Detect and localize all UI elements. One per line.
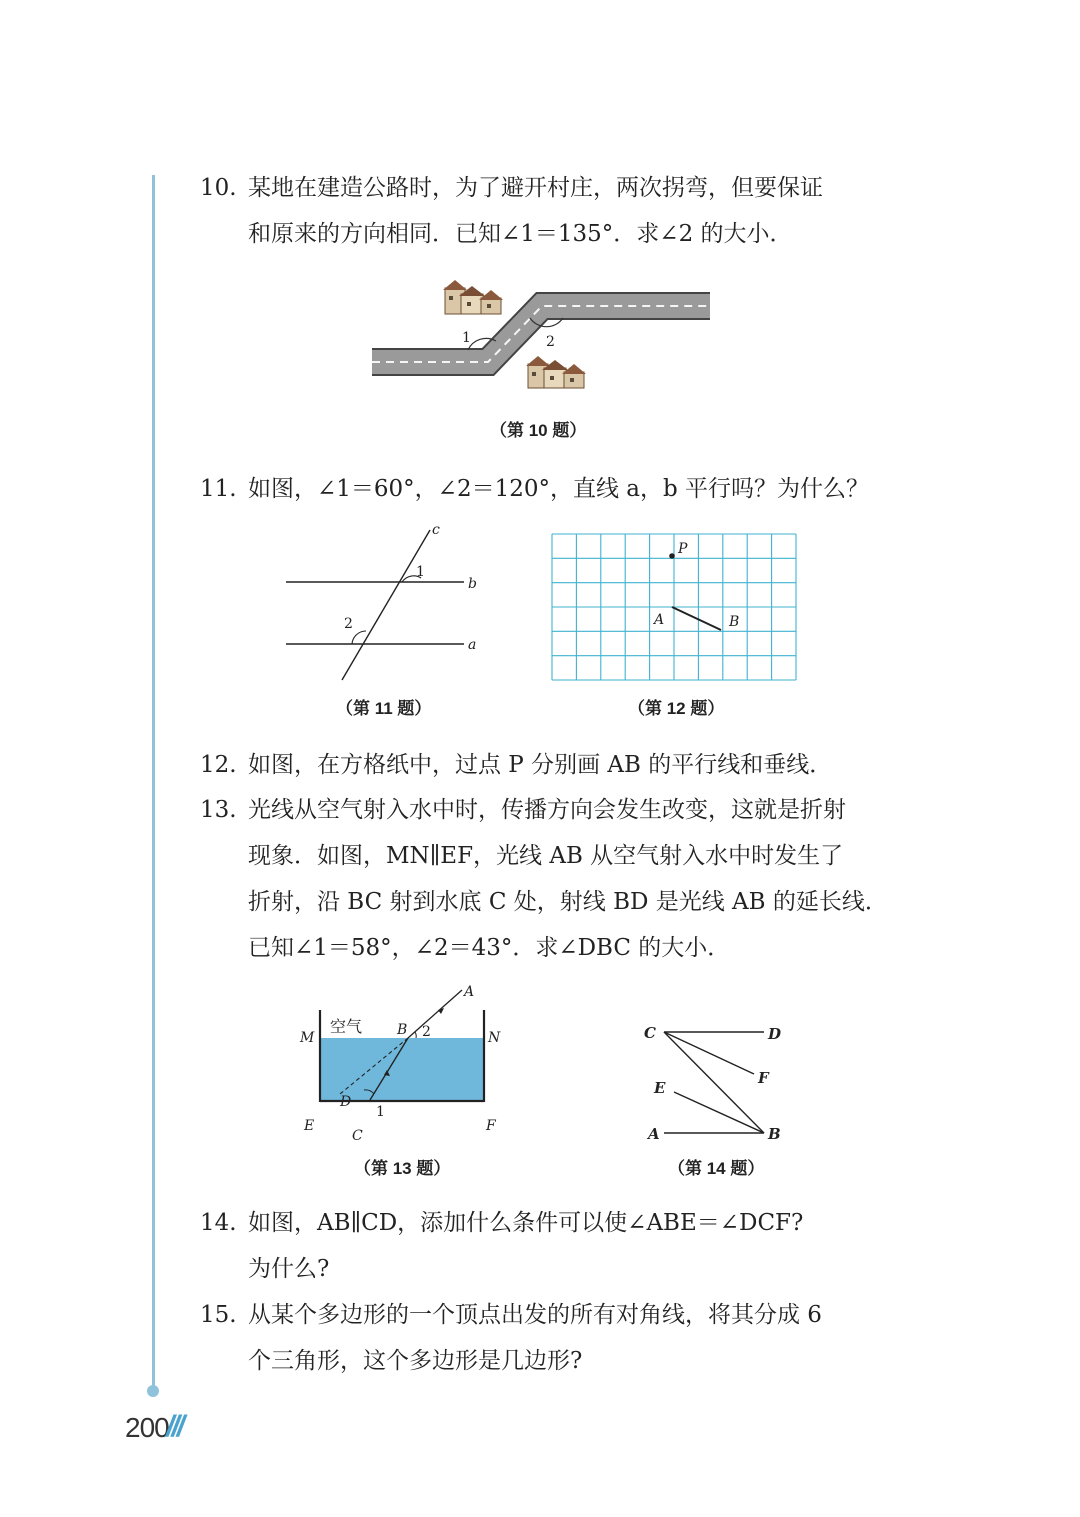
label-1: 1 xyxy=(416,564,425,580)
figure-14-caption: （第 14 题） xyxy=(668,1159,765,1178)
question-13 xyxy=(200,787,890,971)
label-1: 1 xyxy=(376,1104,385,1120)
question-number: 10. xyxy=(200,175,237,201)
question-11 xyxy=(200,466,890,512)
margin-rule-dot xyxy=(147,1385,159,1397)
label-b: b xyxy=(468,576,477,592)
question-14 xyxy=(200,1200,890,1292)
figure-11-parallel-lines xyxy=(280,520,490,685)
label-c: c xyxy=(432,522,440,538)
label-B: B xyxy=(729,614,740,630)
village-icon xyxy=(443,280,503,314)
label-F: F xyxy=(486,1118,496,1134)
question-number: 13. xyxy=(200,797,237,823)
label-A: A xyxy=(464,984,475,1000)
question-number: 11. xyxy=(200,476,237,502)
label-P: P xyxy=(678,541,688,557)
label-2: 2 xyxy=(344,616,353,632)
question-text-line: 个三角形，这个多边形是几边形? xyxy=(248,1348,583,1374)
question-15 xyxy=(200,1292,890,1384)
label-2: 2 xyxy=(422,1024,431,1040)
question-text-line: 如图，AB∥CD，添加什么条件可以使∠ABE＝∠DCF? xyxy=(248,1210,804,1236)
question-text-line: 某地在建造公路时，为了避开村庄，两次拐弯，但要保证 xyxy=(248,175,823,201)
question-text-line: 折射，沿 BC 射到水底 C 处，射线 BD 是光线 AB 的延长线． xyxy=(248,889,888,915)
margin-rule xyxy=(152,175,155,1390)
page-number: 200 xyxy=(125,1412,169,1443)
question-12 xyxy=(200,742,890,788)
village-icon xyxy=(526,356,586,388)
label-M: M xyxy=(300,1030,315,1046)
label-F: F xyxy=(758,1069,769,1087)
label-C: C xyxy=(644,1024,656,1042)
question-number: 15. xyxy=(200,1302,237,1328)
label-A: A xyxy=(648,1125,660,1143)
figure-12-caption: （第 12 题） xyxy=(628,699,725,718)
label-E: E xyxy=(654,1079,666,1097)
label-B: B xyxy=(768,1125,781,1143)
question-text-line: 如图，∠1＝60°，∠2＝120°，直线 a，b 平行吗？为什么？ xyxy=(248,476,870,502)
figure-11-caption: （第 11 题） xyxy=(336,699,432,718)
label-N: N xyxy=(488,1030,501,1046)
question-text-line: 为什么? xyxy=(248,1256,330,1282)
question-text-line: 如图，在方格纸中，过点 P 分别画 AB 的平行线和垂线． xyxy=(248,752,833,778)
label-A: A xyxy=(654,612,665,628)
label-B: B xyxy=(397,1022,408,1038)
question-text-line: 光线从空气射入水中时，传播方向会发生改变，这就是折射 xyxy=(248,797,846,823)
question-text-line: 和原来的方向相同．已知∠1＝135°．求∠2 的大小． xyxy=(248,221,793,247)
question-text-line: 已知∠1＝58°，∠2＝43°．求∠DBC 的大小． xyxy=(248,935,731,961)
question-text-line: 从某个多边形的一个顶点出发的所有对角线，将其分成 6 xyxy=(248,1302,822,1328)
figure-14-parallel-lines xyxy=(640,1018,800,1153)
figure-13-caption: （第 13 题） xyxy=(354,1159,451,1178)
label-C: C xyxy=(352,1128,363,1144)
figure-13-refraction xyxy=(298,980,508,1145)
label-a: a xyxy=(468,637,477,653)
figure-10-caption: （第 10 题） xyxy=(490,421,587,440)
page-number-decoration: /// xyxy=(166,1410,183,1443)
label-D: D xyxy=(768,1025,782,1043)
question-10 xyxy=(200,165,890,257)
figure-10-road xyxy=(370,278,715,388)
question-text-line: 现象．如图，MN∥EF，光线 AB 从空气射入水中时发生了 xyxy=(248,843,844,869)
angle-label-1: 1 xyxy=(462,330,471,346)
label-air: 空气 xyxy=(330,1017,363,1036)
label-D: D xyxy=(340,1094,352,1110)
angle-label-2: 2 xyxy=(546,334,555,350)
question-number: 14. xyxy=(200,1210,237,1236)
label-E: E xyxy=(304,1118,315,1134)
question-number: 12. xyxy=(200,752,237,778)
figure-12-grid xyxy=(550,532,800,682)
